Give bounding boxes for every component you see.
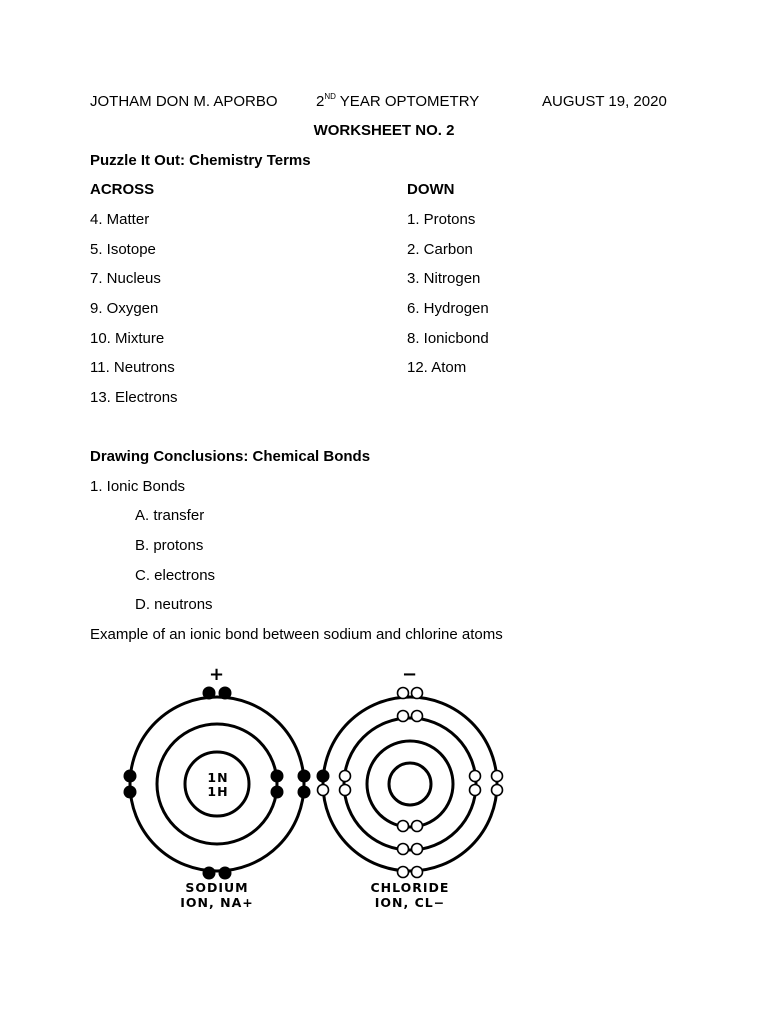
electron-ring <box>492 785 503 796</box>
electron-ring <box>492 771 503 782</box>
down-item: 3. Nitrogen <box>407 270 481 287</box>
worksheet-title: WORKSHEET NO. 2 <box>313 122 455 139</box>
electron-dot <box>317 770 330 783</box>
electron-dot <box>219 867 232 880</box>
down-item: 12. Atom <box>407 359 467 376</box>
across-heading: ACROSS <box>90 181 155 198</box>
across-item: 5. Isotope <box>90 241 156 258</box>
electron-dot <box>203 687 216 700</box>
year-level <box>316 93 479 111</box>
across-item: 7. Nucleus <box>90 270 161 287</box>
sodium-label-line2: ION, NA+ <box>180 895 254 910</box>
bonds-question: 1. Ionic Bonds <box>90 478 186 495</box>
down-item: 1. Protons <box>407 211 476 228</box>
year-course: YEAR OPTOMETRY <box>335 93 480 110</box>
answer-choice: B. protons <box>135 537 204 554</box>
sodium-nucleus-line2: 1H <box>207 784 229 799</box>
electron-ring <box>398 844 409 855</box>
answer-choice: A. transfer <box>135 507 205 524</box>
chloride-atom <box>323 697 497 871</box>
electron-ring <box>398 711 409 722</box>
chloride-label-line2: ION, CL− <box>374 895 446 910</box>
electron-ring <box>470 771 481 782</box>
electron-dot <box>271 786 284 799</box>
electron-dot <box>298 786 311 799</box>
electron-ring <box>470 785 481 796</box>
electron-ring <box>340 785 351 796</box>
puzzle-heading: Puzzle It Out: Chemistry Terms <box>90 152 311 169</box>
sodium-nucleus-line1: 1N <box>207 770 229 785</box>
down-item: 6. Hydrogen <box>407 300 489 317</box>
ionic-bond-diagram <box>100 658 520 918</box>
year-number: 2 <box>316 93 325 110</box>
electron-ring <box>398 867 409 878</box>
electron-ring <box>412 844 423 855</box>
chloride-second-shell <box>367 741 453 827</box>
electron-ring <box>412 688 423 699</box>
answer-choice: C. electrons <box>135 567 216 584</box>
across-item: 11. Neutrons <box>90 359 175 376</box>
across-item: 4. Matter <box>90 211 150 228</box>
electron-dot <box>203 867 216 880</box>
chloride-gained-electrons <box>317 770 330 783</box>
electron-ring <box>412 711 423 722</box>
electron-ring <box>412 867 423 878</box>
student-name: JOTHAM DON M. APORBO <box>90 93 278 110</box>
down-item: 2. Carbon <box>407 241 473 258</box>
example-caption: Example of an ionic bond between sodium and chlorine atoms <box>90 626 503 643</box>
answer-choice: D. neutrons <box>135 596 213 613</box>
electron-dot <box>298 770 311 783</box>
across-item: 10. Mixture <box>90 330 165 347</box>
chloride-outer-shell <box>323 697 497 871</box>
down-heading: DOWN <box>407 181 455 198</box>
chloride-nucleus <box>389 763 431 805</box>
electron-dot <box>124 786 137 799</box>
across-item: 13. Electrons <box>90 389 178 406</box>
bonds-heading: Drawing Conclusions: Chemical Bonds <box>90 448 371 465</box>
chloride-charge: − <box>401 664 419 685</box>
electron-ring <box>398 821 409 832</box>
across-item: 9. Oxygen <box>90 300 159 317</box>
electron-dot <box>219 687 232 700</box>
date: AUGUST 19, 2020 <box>542 93 667 110</box>
down-item: 8. Ionicbond <box>407 330 489 347</box>
electron-ring <box>340 771 351 782</box>
chloride-label-line1: CHLORIDE <box>370 880 450 895</box>
electron-dot <box>124 770 137 783</box>
chloride-third-shell <box>344 718 476 850</box>
electron-ring <box>318 785 329 796</box>
electron-dot <box>271 770 284 783</box>
electron-ring <box>412 821 423 832</box>
year-suffix: ND <box>324 92 336 101</box>
sodium-label-line1: SODIUM <box>185 880 249 895</box>
sodium-charge: + <box>208 664 226 685</box>
electron-ring <box>398 688 409 699</box>
